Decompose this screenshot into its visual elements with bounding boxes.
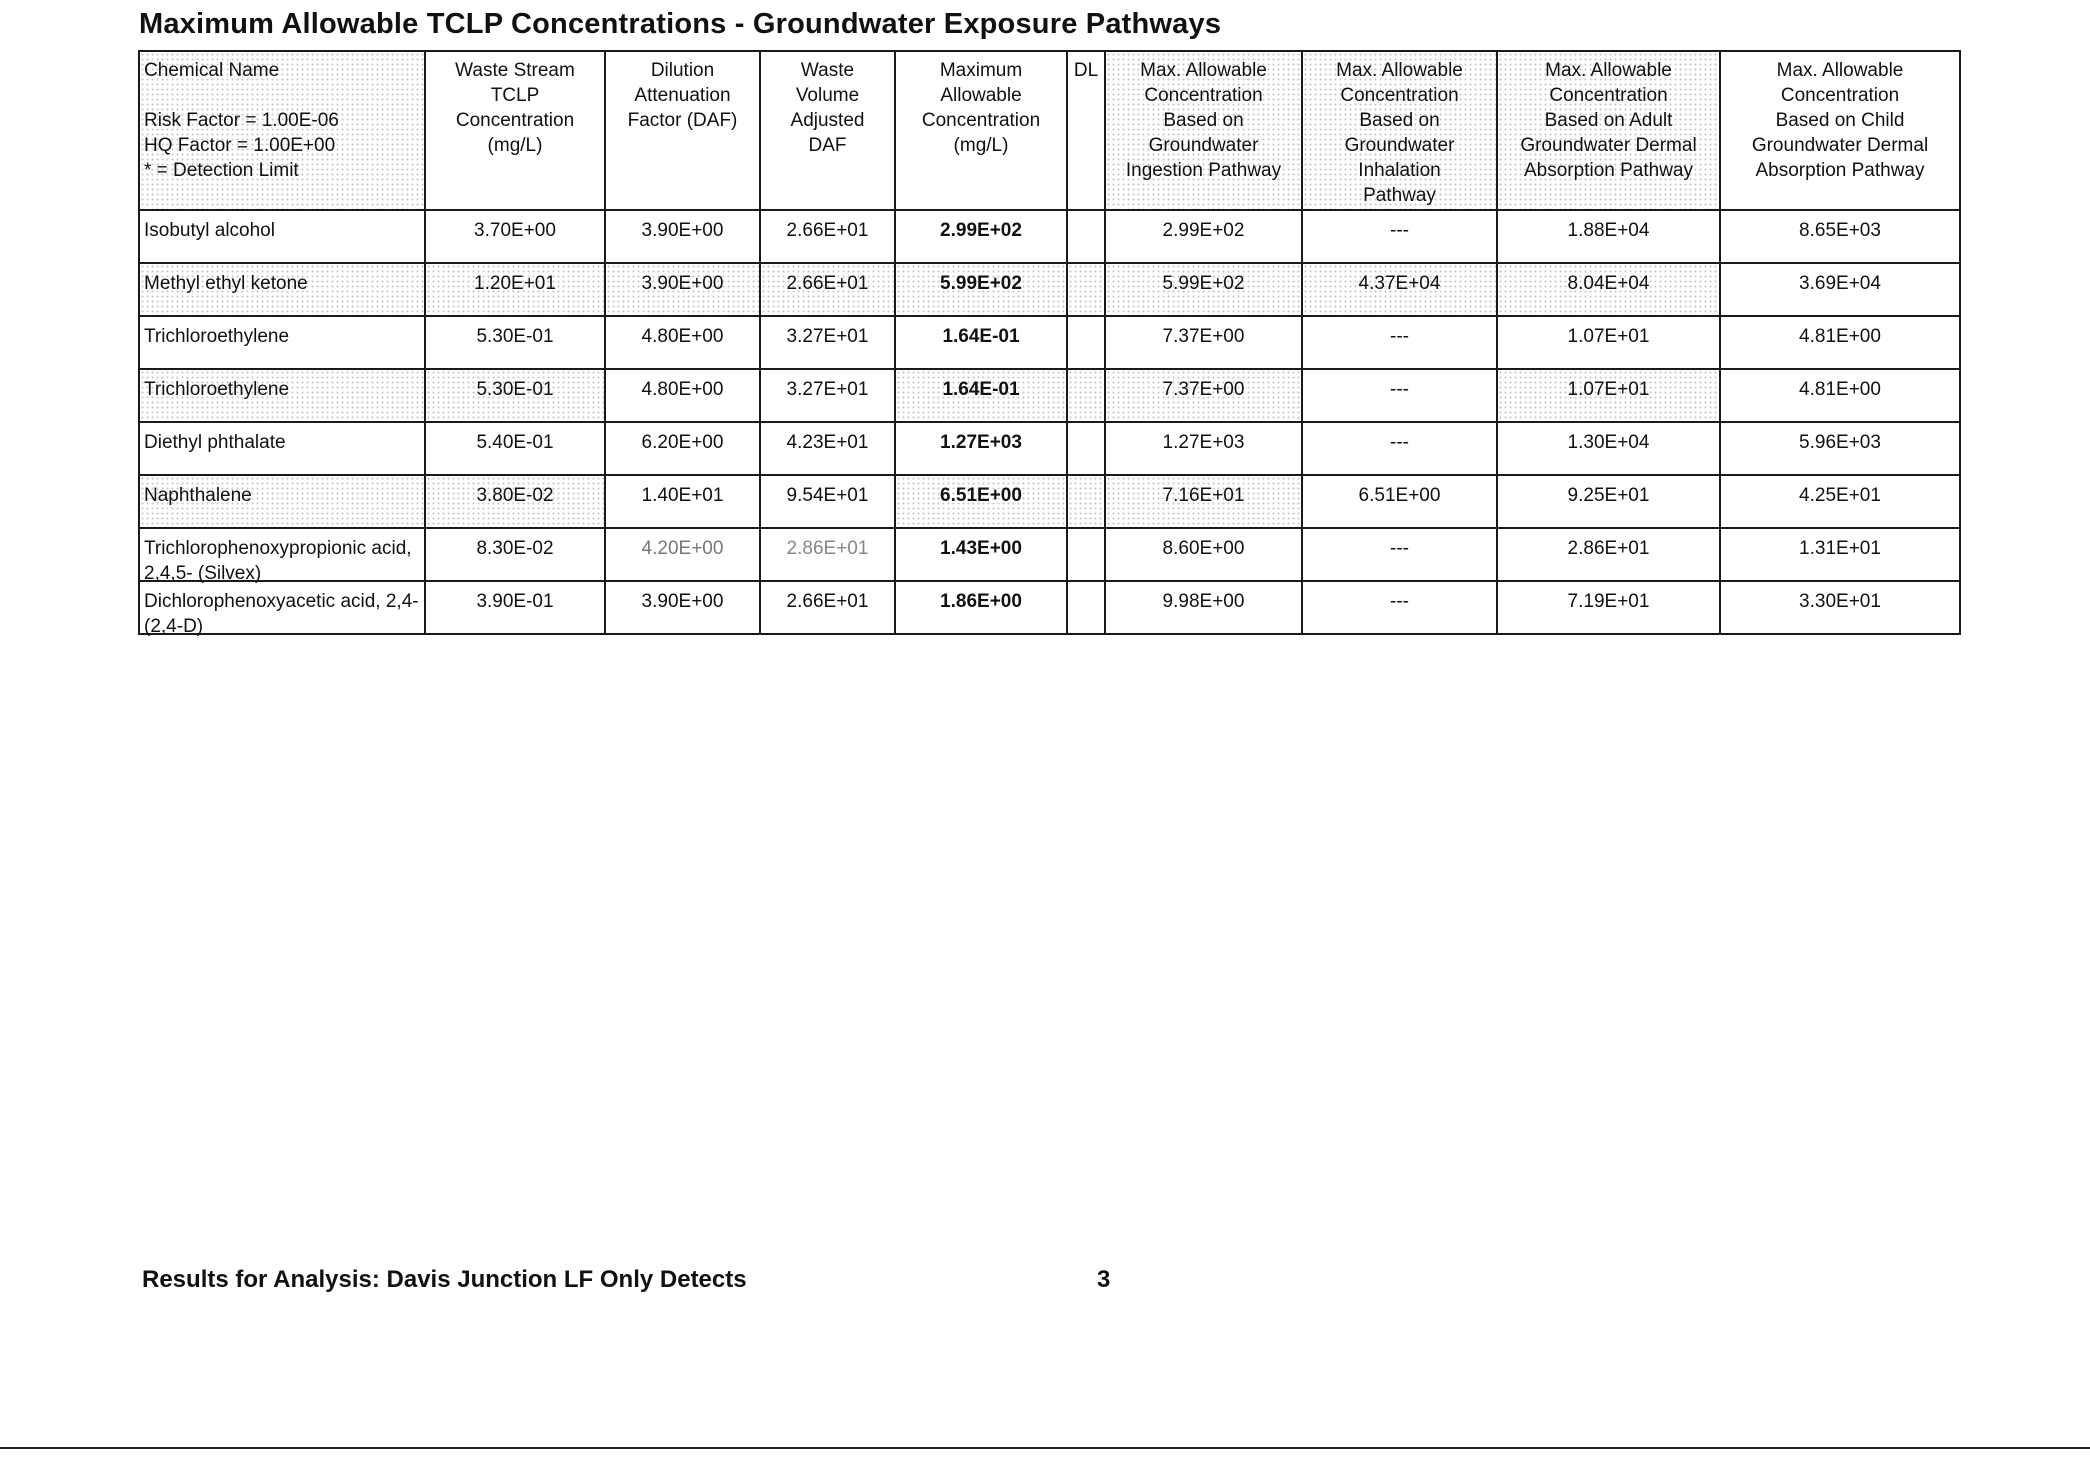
header-chemical-title: Chemical Name [144, 60, 280, 81]
cell-daf: 4.80E+00 [605, 316, 760, 369]
cell-adult-dermal: 1.30E+04 [1497, 422, 1720, 475]
cell-tclp: 5.40E-01 [425, 422, 605, 475]
cell-volume-daf: 2.86E+01 [760, 528, 895, 581]
cell-volume-daf: 4.23E+01 [760, 422, 895, 475]
cell-volume-daf: 9.54E+01 [760, 475, 895, 528]
cell-inhalation: --- [1302, 581, 1497, 634]
header-waste-volume-daf: Waste Volume Adjusted DAF [760, 51, 895, 210]
cell-chemical: Isobutyl alcohol [139, 210, 425, 263]
cell-max-allowable: 5.99E+02 [895, 263, 1067, 316]
cell-child-dermal: 4.25E+01 [1720, 475, 1960, 528]
cell-ingestion: 7.37E+00 [1105, 369, 1302, 422]
cell-inhalation: 6.51E+00 [1302, 475, 1497, 528]
results-label: Results for Analysis: Davis Junction LF Only Detects [142, 1266, 747, 1293]
header-daf: Dilution Attenuation Factor (DAF) [605, 51, 760, 210]
cell-chemical: Trichloroethylene [139, 316, 425, 369]
cell-daf: 6.20E+00 [605, 422, 760, 475]
cell-dl [1067, 581, 1105, 634]
header-inhalation: Max. Allowable Concentration Based on Groundwater Inhalation Pathway [1302, 51, 1497, 210]
cell-tclp: 5.30E-01 [425, 369, 605, 422]
cell-tclp: 5.30E-01 [425, 316, 605, 369]
cell-child-dermal: 3.69E+04 [1720, 263, 1960, 316]
cell-dl [1067, 369, 1105, 422]
cell-chemical: Trichloroethylene [139, 369, 425, 422]
cell-dl [1067, 316, 1105, 369]
cell-ingestion: 1.27E+03 [1105, 422, 1302, 475]
cell-child-dermal: 4.81E+00 [1720, 369, 1960, 422]
table-row [139, 422, 1960, 475]
cell-child-dermal: 8.65E+03 [1720, 210, 1960, 263]
cell-dl [1067, 210, 1105, 263]
cell-inhalation: --- [1302, 210, 1497, 263]
page-number: 3 [1097, 1266, 1111, 1293]
cell-max-allowable: 1.43E+00 [895, 528, 1067, 581]
table-row [139, 263, 1960, 316]
table-row [139, 475, 1960, 528]
table-header-row [139, 51, 1960, 210]
cell-tclp: 3.80E-02 [425, 475, 605, 528]
header-risk-factor: Risk Factor = 1.00E-06 [144, 110, 339, 131]
cell-inhalation: 4.37E+04 [1302, 263, 1497, 316]
cell-dl [1067, 422, 1105, 475]
cell-ingestion: 9.98E+00 [1105, 581, 1302, 634]
header-detection-note: * = Detection Limit [144, 160, 299, 181]
cell-volume-daf: 2.66E+01 [760, 263, 895, 316]
table-row [139, 369, 1960, 422]
cell-adult-dermal: 7.19E+01 [1497, 581, 1720, 634]
header-waste-stream: Waste Stream TCLP Concentration (mg/L) [425, 51, 605, 210]
cell-ingestion: 2.99E+02 [1105, 210, 1302, 263]
cell-ingestion: 5.99E+02 [1105, 263, 1302, 316]
cell-daf: 4.20E+00 [605, 528, 760, 581]
cell-ingestion: 7.37E+00 [1105, 316, 1302, 369]
cell-adult-dermal: 1.07E+01 [1497, 316, 1720, 369]
header-child-dermal: Max. Allowable Concentration Based on Child Groundwater Dermal Absorption Pathway [1720, 51, 1960, 210]
cell-ingestion: 7.16E+01 [1105, 475, 1302, 528]
cell-tclp: 3.90E-01 [425, 581, 605, 634]
table-row [139, 528, 1960, 581]
cell-inhalation: --- [1302, 422, 1497, 475]
cell-volume-daf: 2.66E+01 [760, 210, 895, 263]
cell-daf: 3.90E+00 [605, 581, 760, 634]
cell-daf: 3.90E+00 [605, 263, 760, 316]
cell-inhalation: --- [1302, 528, 1497, 581]
cell-dl [1067, 263, 1105, 316]
table-row [139, 210, 1960, 263]
cell-dl [1067, 528, 1105, 581]
cell-chemical: Trichlorophenoxypropionic acid, 2,4,5- (Silvex) [139, 528, 425, 581]
cell-child-dermal: 3.30E+01 [1720, 581, 1960, 634]
header-dl: DL [1067, 51, 1105, 210]
cell-daf: 3.90E+00 [605, 210, 760, 263]
cell-volume-daf: 3.27E+01 [760, 316, 895, 369]
cell-max-allowable: 6.51E+00 [895, 475, 1067, 528]
cell-child-dermal: 5.96E+03 [1720, 422, 1960, 475]
cell-chemical: Diethyl phthalate [139, 422, 425, 475]
cell-max-allowable: 1.64E-01 [895, 316, 1067, 369]
header-chemical-name [139, 51, 425, 210]
cell-child-dermal: 1.31E+01 [1720, 528, 1960, 581]
tclp-concentration-table [138, 50, 1961, 635]
cell-chemical: Dichlorophenoxyacetic acid, 2,4- (2,4-D) [139, 581, 425, 634]
header-adult-dermal: Max. Allowable Concentration Based on Adult Groundwater Dermal Absorption Pathway [1497, 51, 1720, 210]
cell-volume-daf: 2.66E+01 [760, 581, 895, 634]
cell-daf: 1.40E+01 [605, 475, 760, 528]
cell-ingestion: 8.60E+00 [1105, 528, 1302, 581]
cell-max-allowable: 2.99E+02 [895, 210, 1067, 263]
cell-child-dermal: 4.81E+00 [1720, 316, 1960, 369]
cell-max-allowable: 1.27E+03 [895, 422, 1067, 475]
table-row [139, 581, 1960, 634]
cell-tclp: 3.70E+00 [425, 210, 605, 263]
header-ingestion: Max. Allowable Concentration Based on Groundwater Ingestion Pathway [1105, 51, 1302, 210]
cell-chemical: Naphthalene [139, 475, 425, 528]
cell-volume-daf: 3.27E+01 [760, 369, 895, 422]
cell-tclp: 8.30E-02 [425, 528, 605, 581]
cell-adult-dermal: 8.04E+04 [1497, 263, 1720, 316]
table-row [139, 316, 1960, 369]
cell-inhalation: --- [1302, 316, 1497, 369]
cell-dl [1067, 475, 1105, 528]
cell-max-allowable: 1.64E-01 [895, 369, 1067, 422]
cell-chemical: Methyl ethyl ketone [139, 263, 425, 316]
cell-adult-dermal: 1.88E+04 [1497, 210, 1720, 263]
cell-daf: 4.80E+00 [605, 369, 760, 422]
cell-adult-dermal: 2.86E+01 [1497, 528, 1720, 581]
cell-adult-dermal: 1.07E+01 [1497, 369, 1720, 422]
page-title: Maximum Allowable TCLP Concentrations - Groundwater Exposure Pathways [139, 8, 1222, 40]
bottom-rule [0, 1447, 2090, 1449]
cell-inhalation: --- [1302, 369, 1497, 422]
header-hq-factor: HQ Factor = 1.00E+00 [144, 135, 336, 156]
header-max-allowable: Maximum Allowable Concentration (mg/L) [895, 51, 1067, 210]
cell-tclp: 1.20E+01 [425, 263, 605, 316]
cell-max-allowable: 1.86E+00 [895, 581, 1067, 634]
cell-adult-dermal: 9.25E+01 [1497, 475, 1720, 528]
